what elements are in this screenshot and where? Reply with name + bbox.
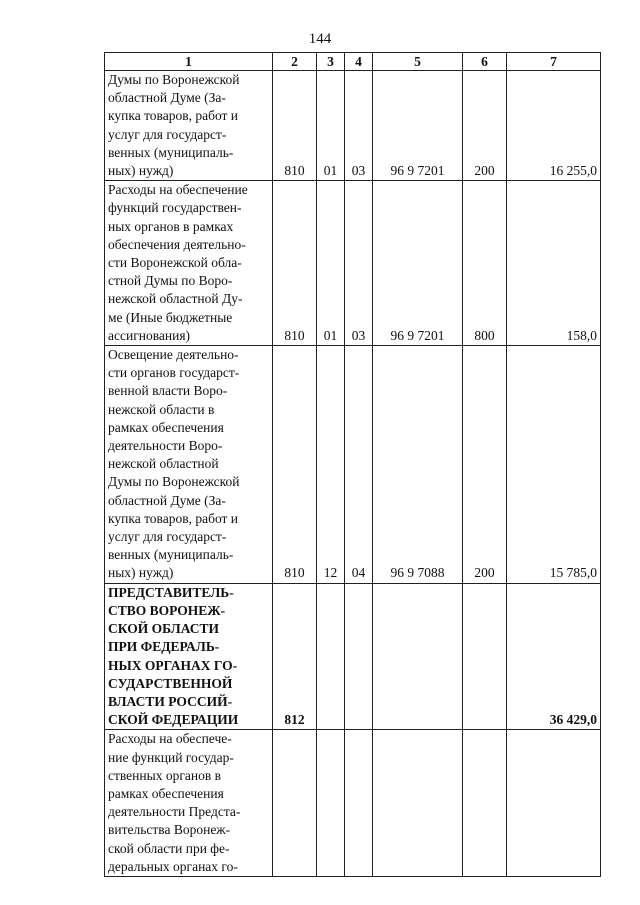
- row-ministry: [273, 730, 317, 877]
- row-subsection: 04: [345, 346, 373, 584]
- row-section: 12: [317, 346, 345, 584]
- header-col-7: 7: [507, 53, 601, 71]
- header-col-6: 6: [463, 53, 507, 71]
- header-col-3: 3: [317, 53, 345, 71]
- row-expense-type: 800: [463, 181, 507, 346]
- row-expense-type: [463, 583, 507, 730]
- row-expense-type: [463, 730, 507, 877]
- row-amount: 16 255,0: [507, 71, 601, 181]
- row-name: ПРЕДСТАВИТЕЛЬ- СТВО ВОРОНЕЖ- СКОЙ ОБЛАСТИ ПРИ ФЕДЕРАЛЬ- НЫХ ОРГАНАХ ГО- СУДАРСТВЕННОЙ ВЛАСТИ РОССИЙ- СКОЙ ФЕДЕРАЦИИ: [105, 583, 273, 730]
- row-section: [317, 730, 345, 877]
- row-expense-type: 200: [463, 71, 507, 181]
- header-col-2: 2: [273, 53, 317, 71]
- row-subsection: [345, 730, 373, 877]
- row-name: Расходы на обеспечение функций государствен- ных органов в рамках обеспечения деятельно- сти Воронежской обла- стной Думы по Воро- нежской областной Ду- ме (Иные бюджетные ассигнования): [105, 181, 273, 346]
- table-row: [105, 71, 601, 181]
- row-target-article: 96 9 7088: [373, 346, 463, 584]
- header-col-1: 1: [105, 53, 273, 71]
- row-name: Думы по Воронежской областной Думе (За- купка товаров, работ и услуг для государст- венных (муниципаль- ных) нужд): [105, 71, 273, 181]
- row-subsection: [345, 583, 373, 730]
- table-row: [105, 346, 601, 584]
- row-target-article: 96 9 7201: [373, 181, 463, 346]
- row-section: 01: [317, 181, 345, 346]
- row-amount: 36 429,0: [507, 583, 601, 730]
- row-target-article: [373, 730, 463, 877]
- row-section: 01: [317, 71, 345, 181]
- budget-table: [104, 52, 601, 877]
- row-name: Освещение деятельно- сти органов государст- венной власти Воро- нежской области в рамках обеспечения деятельности Воро- нежской областной Думы по Воронежской областной Думе (За- купка товаров, работ и услуг для государст- венных (муниципаль- ных) нужд): [105, 346, 273, 584]
- row-target-article: [373, 583, 463, 730]
- row-ministry: 810: [273, 181, 317, 346]
- row-ministry: 810: [273, 71, 317, 181]
- table-row-total: [105, 583, 601, 730]
- row-amount: 15 785,0: [507, 346, 601, 584]
- row-expense-type: 200: [463, 346, 507, 584]
- row-name: Расходы на обеспече- ние функций государ- ственных органов в рамках обеспечения деятельности Предста- вительства Воронеж- ской области при фе- деральных органах го-: [105, 730, 273, 877]
- page-number: 144: [308, 31, 332, 47]
- table-row: [105, 730, 601, 877]
- row-section: [317, 583, 345, 730]
- row-amount: 158,0: [507, 181, 601, 346]
- row-subsection: 03: [345, 71, 373, 181]
- row-subsection: 03: [345, 181, 373, 346]
- row-amount: [507, 730, 601, 877]
- header-col-4: 4: [345, 53, 373, 71]
- row-ministry: 812: [273, 583, 317, 730]
- header-col-5: 5: [373, 53, 463, 71]
- header-row: [105, 53, 601, 71]
- row-target-article: 96 9 7201: [373, 71, 463, 181]
- row-ministry: 810: [273, 346, 317, 584]
- table-row: [105, 181, 601, 346]
